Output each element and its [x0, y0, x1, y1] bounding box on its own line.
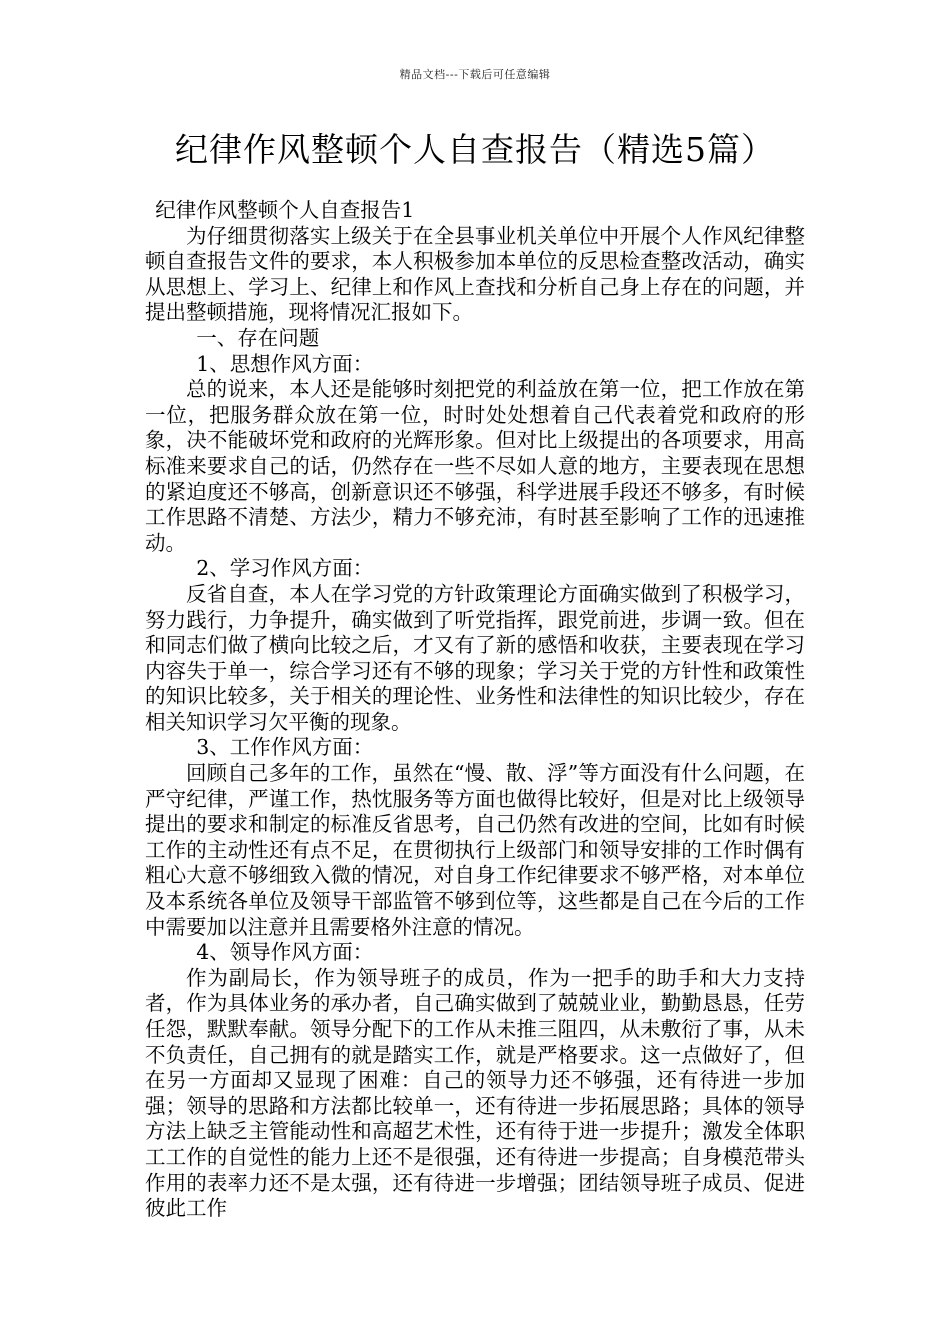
paragraph-study: 反省自查，本人在学习党的方针政策理论方面确实做到了积极学习，努力践行，力争提升，确实做到了听党指挥，跟党前进，步调一致。但在和同志们做了横向比较之后，才又有了新的感悟和收获，主要表现在学习内容失于单一，综合学习还有不够的现象；学习关于党的方针性和政策性的知识比较多，关于相关的理论性、业务性和法律性的知识比较少，存在相关知识学习欠平衡的现象。	[145, 581, 805, 734]
header-note: 精品文档---下载后可任意编辑	[399, 68, 551, 81]
paragraph-leadership: 作为副局长，作为领导班子的成员，作为一把手的助手和大力支持者，作为具体业务的承办者，自己确实做到了兢兢业业，勤勤恳恳，任劳任怨，默默奉献。领导分配下的工作从未推三阻四，从未敷衍了事，从未不负责任，自己拥有的就是踏实工作，就是严格要求。这一点做好了，但在另一方面却又显现了困难：自己的领导力还不够强，还有待进一步加强；领导的思路和方法都比较单一，还有待进一步拓展思路；具体的领导方法上缺乏主管能动性和高超艺术性，还有待于进一步提升；激发全体职工工作的自觉性的能力上还不是很强，还有待进一步提高；自身模范带头作用的表率力还不是太强，还有待进一步增强；团结领导班子成员、促进彼此工作	[145, 965, 805, 1221]
subheading-leadership: 4、领导作风方面：	[196, 940, 374, 965]
subheading-work: 3、工作作风方面：	[196, 735, 374, 760]
paragraph-thinking: 总的说来，本人还是能够时刻把党的利益放在第一位，把工作放在第一位，把服务群众放在第一位，时时处处想着自己代表着党和政府的形象，决不能破坏党和政府的光辉形象。但对比上级提出的各项要求，用高标准来要求自己的话，仍然存在一些不尽如人意的地方，主要表现在思想的紧迫度还不够高，创新意识还不够强，科学进展手段还不够多，有时候工作思路不清楚、方法少，精力不够充沛，有时甚至影响了工作的迅速推动。	[145, 377, 805, 555]
paragraph-work: 回顾自己多年的工作，虽然在“慢、散、浮”等方面没有什么问题，在严守纪律，严谨工作，热忱服务等方面也做得比较好，但是对比上级领导提出的要求和制定的标准反省思考，自己仍然有改进的空间，比如有时候工作的主动性还有点不足，在贯彻执行上级部门和领导安排的工作时偶有粗心大意不够细致入微的情况，对自身工作纪律要求不够严格，对本单位及本系统各单位及领导干部监管不够到位等，这些都是自己在今后的工作中需要加以注意并且需要格外注意的情况。	[145, 761, 805, 939]
report-subtitle: 纪律作风整顿个人自查报告1	[155, 198, 415, 222]
document-title: 纪律作风整顿个人自查报告（精选5篇）	[175, 130, 775, 169]
section-heading-problems: 一、存在问题	[196, 325, 320, 350]
intro-paragraph: 为仔细贯彻落实上级关于在全县事业机关单位中开展个人作风纪律整顿自查报告文件的要求，本人积极参加本单位的反思检查整改活动，确实从思想上、学习上、纪律上和作风上查找和分析自己身上存在的问题，并提出整顿措施，现将情况汇报如下。	[145, 223, 805, 325]
document-body	[145, 198, 805, 1222]
subheading-thinking: 1、思想作风方面：	[196, 351, 374, 376]
subheading-study: 2、学习作风方面：	[196, 556, 374, 581]
